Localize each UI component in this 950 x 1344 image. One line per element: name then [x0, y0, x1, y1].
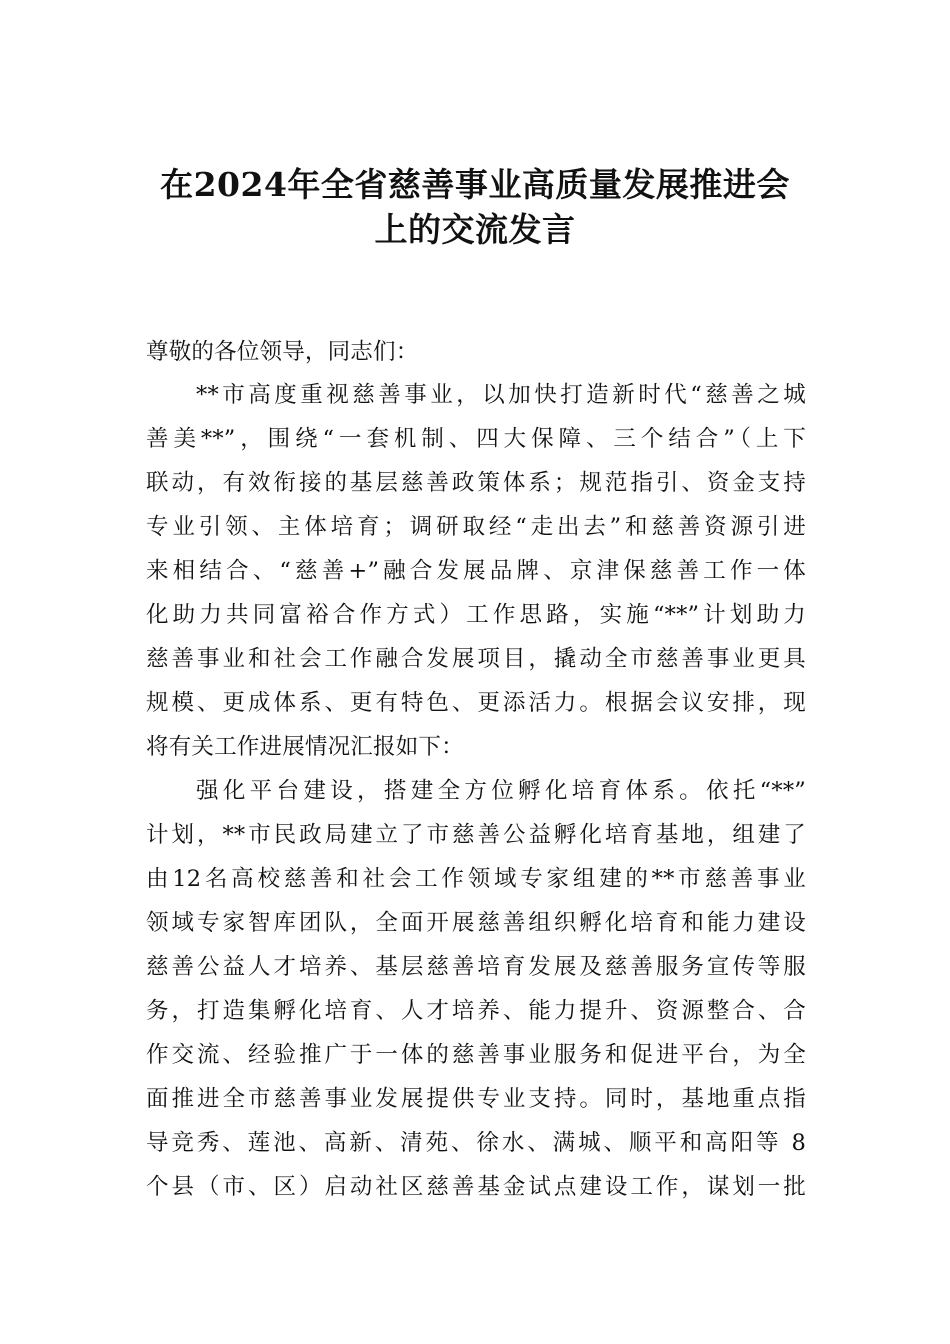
- paragraph-1-line: 善美**”，围绕“一套机制、四大保障、三个结合”（上下: [146, 426, 806, 452]
- paragraph-1-line: 慈善事业和社会工作融合发展项目，撬动全市慈善事业更具: [146, 646, 806, 672]
- paragraph-2-line: 计划，**市民政局建立了市慈善公益孵化培育基地，组建了: [146, 822, 806, 848]
- paragraph-1-line: 联动，有效衔接的基层慈善政策体系；规范指引、资金支持: [146, 470, 806, 496]
- paragraph-1-line: 来相结合、“慈善+”融合发展品牌、京津保慈善工作一体: [146, 558, 806, 584]
- paragraph-2-line: 导竞秀、莲池、高新、清苑、徐水、满城、顺平和高阳等 8: [146, 1130, 806, 1156]
- paragraph-2-line: 由12名高校慈善和社会工作领域专家组建的**市慈善事业: [146, 866, 806, 892]
- paragraph-1-line: 将有关工作进展情况汇报如下：: [146, 734, 464, 760]
- paragraph-2-line: 领域专家智库团队，全面开展慈善组织孵化培育和能力建设: [146, 910, 806, 936]
- paragraph-2-line: 面推进全市慈善事业发展提供专业支持。同时，基地重点指: [146, 1086, 806, 1112]
- paragraph-1-line: 化助力共同富裕合作方式）工作思路，实施“**”计划助力: [146, 602, 806, 628]
- document-title-line-1: 在2024年全省慈善事业高质量发展推进会: [160, 165, 790, 204]
- paragraph-2-line: 个县（市、区）启动社区慈善基金试点建设工作，谋划一批: [146, 1174, 806, 1200]
- paragraph-2-line: 作交流、经验推广于一体的慈善事业服务和促进平台，为全: [146, 1042, 806, 1068]
- paragraph-1-line: 规模、更成体系、更有特色、更添活力。根据会议安排，现: [146, 690, 806, 716]
- paragraph-2-line: 务，打造集孵化培育、人才培养、能力提升、资源整合、合: [146, 998, 806, 1024]
- paragraph-1-line: **市高度重视慈善事业，以加快打造新时代“慈善之城: [196, 382, 806, 408]
- paragraph-1-line: 专业引领、主体培育；调研取经“走出去”和慈善资源引进: [146, 514, 806, 540]
- salutation: 尊敬的各位领导，同志们：: [146, 339, 419, 365]
- document-title-line-2: 上的交流发言: [374, 210, 576, 249]
- paragraph-2-line: 慈善公益人才培养、基层慈善培育发展及慈善服务宣传等服: [146, 954, 806, 980]
- paragraph-2-line: 强化平台建设，搭建全方位孵化培育体系。依托“**”: [196, 778, 806, 804]
